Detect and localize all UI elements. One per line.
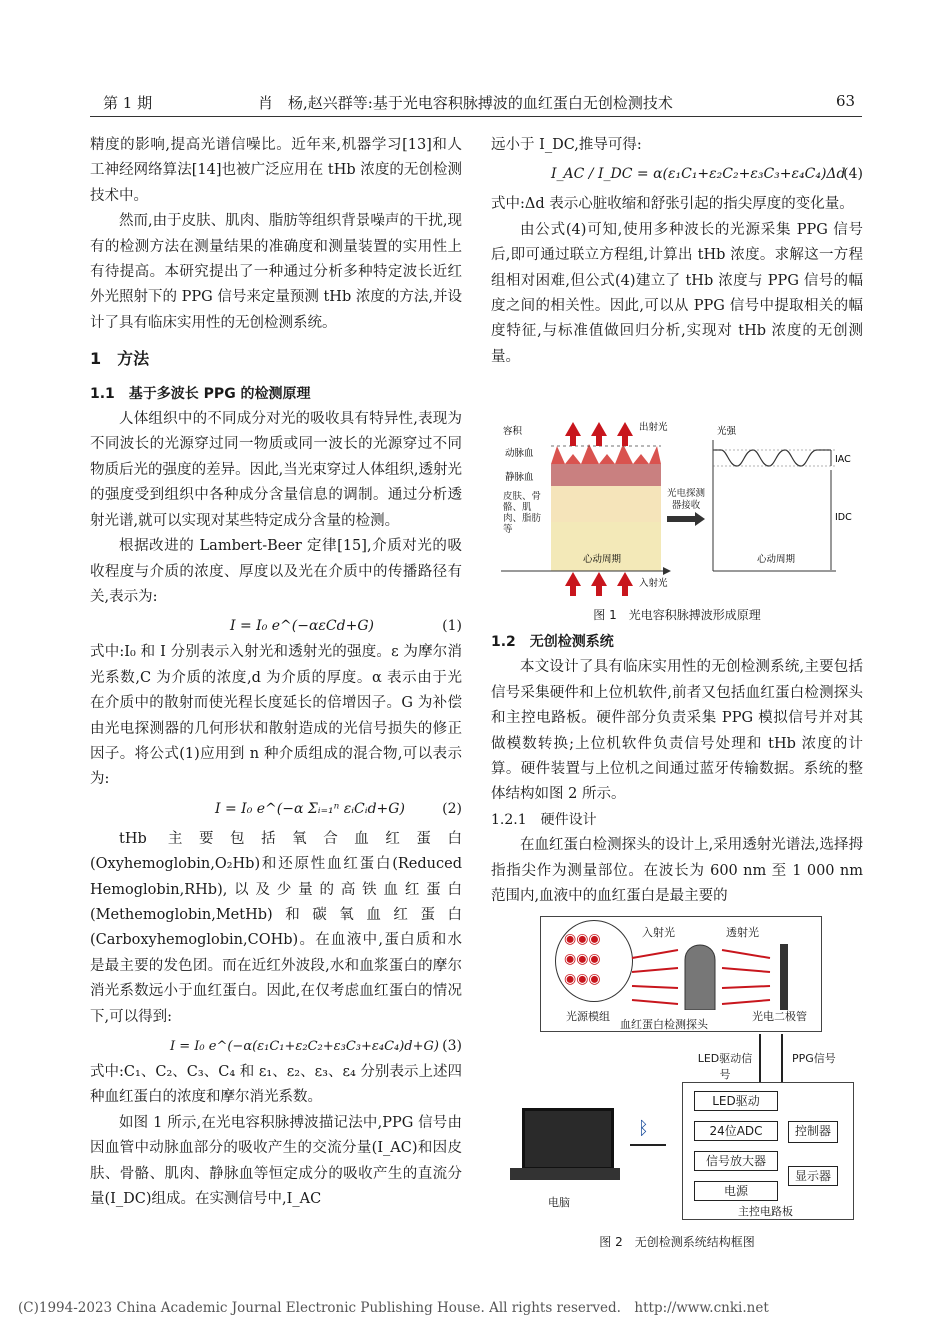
paragraph: 式中:Δd 表示心脏收缩和舒张引起的指尖厚度的变化量。	[491, 196, 854, 213]
paragraph: 人体组织中的不同成分对光的吸收具有特异性,表现为不同波长的光源穿过同一物质或同一波长的光源穿过不同物质后光的强度的差异。因此,当光束穿过人体组织,透射光的强度受到组织中各种成分含量信息的调制。通过分析透射光谱,就可以实现对某些特定成分含量的检测。	[90, 411, 462, 529]
right-column-mid	[491, 630, 863, 909]
section-heading: 1 方法	[90, 349, 150, 369]
main-board-label: 主控电路板	[738, 1205, 793, 1218]
transmit-label: 透射光	[726, 926, 759, 939]
vein-layer	[551, 464, 661, 486]
laptop-screen	[522, 1108, 614, 1170]
equation-3: I = I₀ e^(−α(ε₁C₁+ε₂C₂+ε₃C₃+ε₄C₄)d+G) (3)	[170, 1038, 462, 1054]
arrow-down-line	[781, 1034, 783, 1082]
subsubsection-heading: 1.2.1 硬件设计	[491, 811, 597, 828]
intensity-label: 光强	[717, 426, 737, 437]
bluetooth-icon: ᛒ	[638, 1118, 649, 1139]
photodiode-icon	[780, 944, 788, 1010]
paragraph: tHb 主要包括氧合血红蛋白(Oxyhemoglobin,O₂Hb)和还原性血红蛋白(Reduced Hemoglobin,RHb),以及少量的高铁血红蛋白(Methemoglobin,MetHb)和碳氧血红蛋白(Carboxyhemoglobin,COHb)。在血液中,蛋白质和水是最主要的发色团。而在近红外波段,水和血浆蛋白的摩尔消光系数远小于血红蛋白。因此,在仅考虑血红蛋白的情况下,可以得到:	[90, 830, 462, 1025]
photodiode-label: 光电二极管	[752, 1010, 807, 1023]
cycle-left: 心动周期	[583, 554, 622, 565]
incident-arrows	[565, 572, 633, 596]
header-rule	[90, 116, 862, 117]
paragraph: 精度的影响,提高光谱信噪比。近年来,机器学习[13]和人工神经网络算法[14]也被广泛应用在 tHb 浓度的无创检测技术中。	[90, 137, 462, 204]
incident-label: 入射光	[642, 926, 675, 939]
page-number: 63	[836, 92, 856, 110]
light-arrows	[630, 940, 810, 1010]
idc-label: IDC	[835, 512, 852, 523]
emit-label: 出射光	[639, 422, 668, 433]
paragraph: 本文设计了具有临床实用性的无创检测系统,主要包括信号采集硬件和上位机软件,前者又包括血红蛋白检测探头和主控电路板。硬件部分负责采集 PPG 模拟信号并对其做模数转换;上位机软件负责信号处理和 tHb 浓度的计算。硬件装置与上位机之间通过蓝牙传输数据。系统的整体结构如图 2 所示。	[491, 659, 863, 803]
subsection-heading: 1.2 无创检测系统	[491, 634, 614, 650]
led-array-icon: ◉◉◉ ◉◉◉ ◉◉◉	[564, 931, 601, 987]
iac-label: IAC	[835, 454, 851, 465]
incident-label: 入射光	[639, 578, 668, 589]
adc-box: 24位ADC	[694, 1121, 778, 1141]
amplifier-box: 信号放大器	[694, 1151, 778, 1171]
arrow-up-line	[759, 1034, 761, 1082]
ppg-signal-label: PPG信号	[792, 1052, 836, 1065]
laptop-base	[510, 1168, 620, 1180]
footer: (C)1994-2023 China Academic Journal Electronic Publishing House. All rights reserved. http://www.cnki.net	[18, 1300, 769, 1316]
right-column-top	[491, 133, 863, 370]
controller-box: 控制器	[788, 1121, 838, 1143]
led-drive-signal-label: LED驱动信号	[697, 1052, 753, 1081]
power-box: 电源	[694, 1181, 778, 1201]
equation-1: I = I₀ e^(−αεCd+G) (1)	[230, 618, 462, 635]
paragraph: 式中:I₀ 和 I 分别表示入射光和透射光的强度。ε 为摩尔消光系数,C 为介质的浓度,d 为介质的厚度。α 表示由于光在介质中的散射而使光程长度延长的倍增因子。G 为补偿由光电探测器的几何形状和散射造成的光信号损失的修正因子。将公式(1)应用到 n 种介质组成的混合物,可以表示为:	[90, 644, 462, 788]
running-title: 肖 杨,赵兴群等:基于光电容积脉搏波的血红蛋白无创检测技术	[258, 94, 673, 112]
figure-1	[491, 416, 863, 598]
issue-number: 第 1 期	[103, 94, 153, 112]
ppg-waveform	[713, 450, 831, 466]
equation-2: I = I₀ e^(−α Σᵢ₌₁ⁿ εᵢCᵢd+G) (2)	[215, 800, 462, 817]
display-box: 显示器	[788, 1166, 838, 1186]
bluetooth-link-line	[630, 1144, 666, 1146]
equation-4: I_AC / I_DC = α(ε₁C₁+ε₂C₂+ε₃C₃+ε₄C₄)Δd (4)	[551, 166, 863, 183]
emitted-arrows	[565, 422, 633, 446]
led-drive-box: LED驱动	[694, 1091, 778, 1111]
figure-2-caption: 图 2 无创检测系统结构框图	[599, 1235, 755, 1249]
paragraph: 如图 1 所示,在光电容积脉搏波描记法中,PPG 信号由因血管中动脉血部分的吸收产生的交流分量(I_AC)和因皮肤、骨骼、肌肉、静脉血等恒定成分的吸收产生的直流分量(I_DC)组成。在实测信号中,I_AC	[90, 1114, 462, 1208]
finger-icon	[685, 945, 715, 1010]
paragraph: 远小于 I_DC,推导可得:	[491, 137, 642, 153]
tissue-label: 皮肤、骨骼、肌肉、脂肪等	[503, 491, 542, 535]
paragraph: 根据改进的 Lambert-Beer 定律[15],介质对光的吸收程度与介质的浓度、厚度以及光在介质中的传播路径有关,表示为:	[90, 538, 462, 605]
tissue-layer-top	[551, 486, 661, 522]
pc-label: 电脑	[548, 1196, 570, 1209]
subsection-heading: 1.1 基于多波长 PPG 的检测原理	[90, 385, 311, 402]
left-column	[90, 133, 462, 1212]
figure-1-caption: 图 1 光电容积脉搏波形成原理	[593, 608, 761, 622]
y-label: 容积	[503, 426, 523, 437]
paragraph: 然而,由于皮肤、肌肉、脂肪等组织背景噪声的干扰,现有的检测方法在测量结果的准确度和测量装置的实用性上有待提高。本研究提出了一种通过分析多种特定波长近红外光照射下的 PPG 信号来定量预测 tHb 浓度的方法,并设计了具有临床实用性的无创检测系统。	[90, 213, 462, 331]
detector-label: 光电探测器接收	[666, 488, 705, 511]
paragraph: 在血红蛋白检测探头的设计上,采用透射光谱法,选择拇指指尖作为测量部位。在波长为 600 nm 至 1 000 nm 范围内,血液中的血红蛋白是最主要的	[491, 837, 863, 905]
paragraph: 式中:C₁、C₂、C₃、C₄ 和 ε₁、ε₂、ε₃、ε₄ 分别表示上述四种血红蛋白的浓度和摩尔消光系数。	[90, 1064, 462, 1106]
artery-wave	[551, 444, 661, 464]
light-module-label: 光源模组	[566, 1010, 610, 1023]
probe-label: 血红蛋白检测探头	[620, 1018, 708, 1031]
artery-label: 动脉血	[505, 448, 534, 459]
vein-label: 静脉血	[505, 472, 534, 483]
cycle-right: 心动周期	[757, 554, 796, 565]
paragraph: 由公式(4)可知,使用多种波长的光源采集 PPG 信号后,即可通过联立方程组,计算出 tHb 浓度。求解这一方程组相对困难,但公式(4)建立了 tHb 浓度与 PPG 信号的幅度之间的相关性。因此,可以从 PPG 信号中提取相关的幅度特征,与标准值做回归分析,实现对 tHb 浓度的无创测量。	[491, 221, 863, 365]
